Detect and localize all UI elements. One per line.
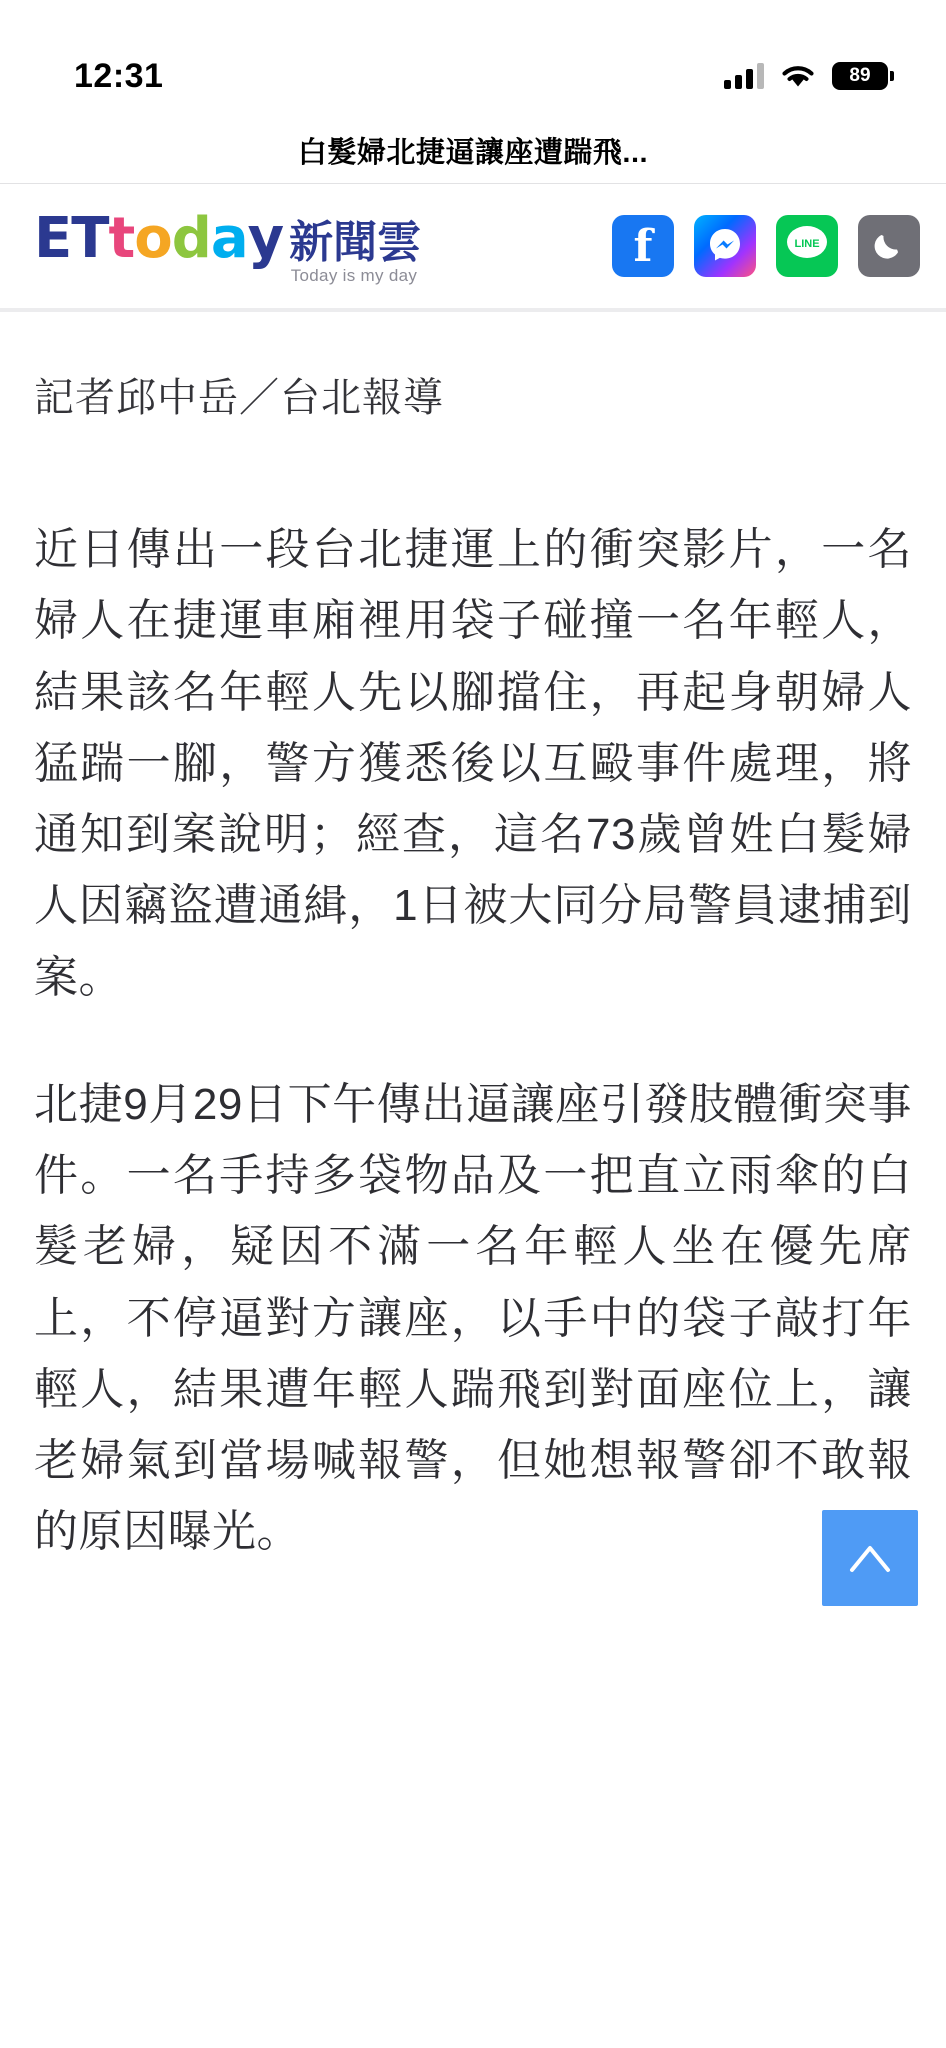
logo-letter-t1: T — [71, 206, 109, 271]
logo-letter-o: o — [134, 206, 172, 271]
status-indicators — [724, 62, 888, 90]
logo-letter-e: E — [34, 206, 72, 271]
line-share-button[interactable] — [776, 215, 838, 277]
article-paragraph-2: 北捷9月29日下午傳出逼讓座引發肢體衝突事件。一名手持多袋物品及一把直立雨傘的白髮老婦，疑因不滿一名年輕人坐在優先席上，不停逼對方讓座，以手中的袋子敲打年輕人，結果遭年輕人踹飛到對面座位上，讓老婦氣到當場喊報警，但她想報警卻不敢報的原因曝光。 — [34, 1079, 912, 1557]
page-title: 白髮婦北捷逼讓座遭踹飛... — [297, 137, 649, 169]
night-mode-button[interactable] — [858, 215, 920, 277]
facebook-icon: f — [633, 220, 653, 272]
wifi-icon — [780, 63, 816, 89]
logo-chinese-name: 新聞雲 — [289, 218, 422, 267]
ettoday-logo[interactable] — [34, 206, 421, 286]
logo-letter-t2: t — [108, 206, 135, 271]
logo-letter-y: y — [247, 206, 284, 271]
chevron-up-icon — [842, 1530, 898, 1586]
ad-notice-text-2 — [327, 2038, 619, 2044]
messenger-icon — [705, 224, 745, 269]
status-time: 12:31 — [74, 56, 164, 95]
browser-title-bar — [0, 118, 946, 184]
messenger-share-button[interactable] — [694, 215, 756, 277]
header-action-buttons — [612, 215, 920, 277]
scroll-to-top-button[interactable] — [822, 1510, 918, 1606]
site-header — [0, 184, 946, 312]
cellular-signal-icon — [724, 63, 764, 89]
article-byline: 記者邱中岳／台北報導 — [34, 376, 444, 420]
line-icon — [782, 222, 832, 271]
moon-icon — [869, 224, 909, 269]
article-paragraph-1: 近日傳出一段台北捷運上的衝突影片，一名婦人在捷運車廂裡用袋子碰撞一名年輕人，結果該名年輕人先以腳擋住，再起身朝婦人猛踹一腳，警方獲悉後以互毆事件處理，將通知到案說明；經查，這名73歲曾姓白髮婦人因竊盜遭通緝，1日被大同分局警員逮捕到案。 — [34, 525, 912, 1002]
facebook-share-button[interactable] — [612, 215, 674, 277]
battery-icon — [832, 62, 888, 90]
logo-letter-d: d — [171, 206, 211, 271]
battery-level: 89 — [849, 65, 871, 86]
status-bar — [0, 0, 946, 118]
svg-text:LINE: LINE — [794, 237, 820, 250]
article-body — [0, 312, 946, 2044]
logo-tagline: Today is my day — [290, 266, 418, 285]
logo-letter-a: a — [210, 206, 248, 271]
